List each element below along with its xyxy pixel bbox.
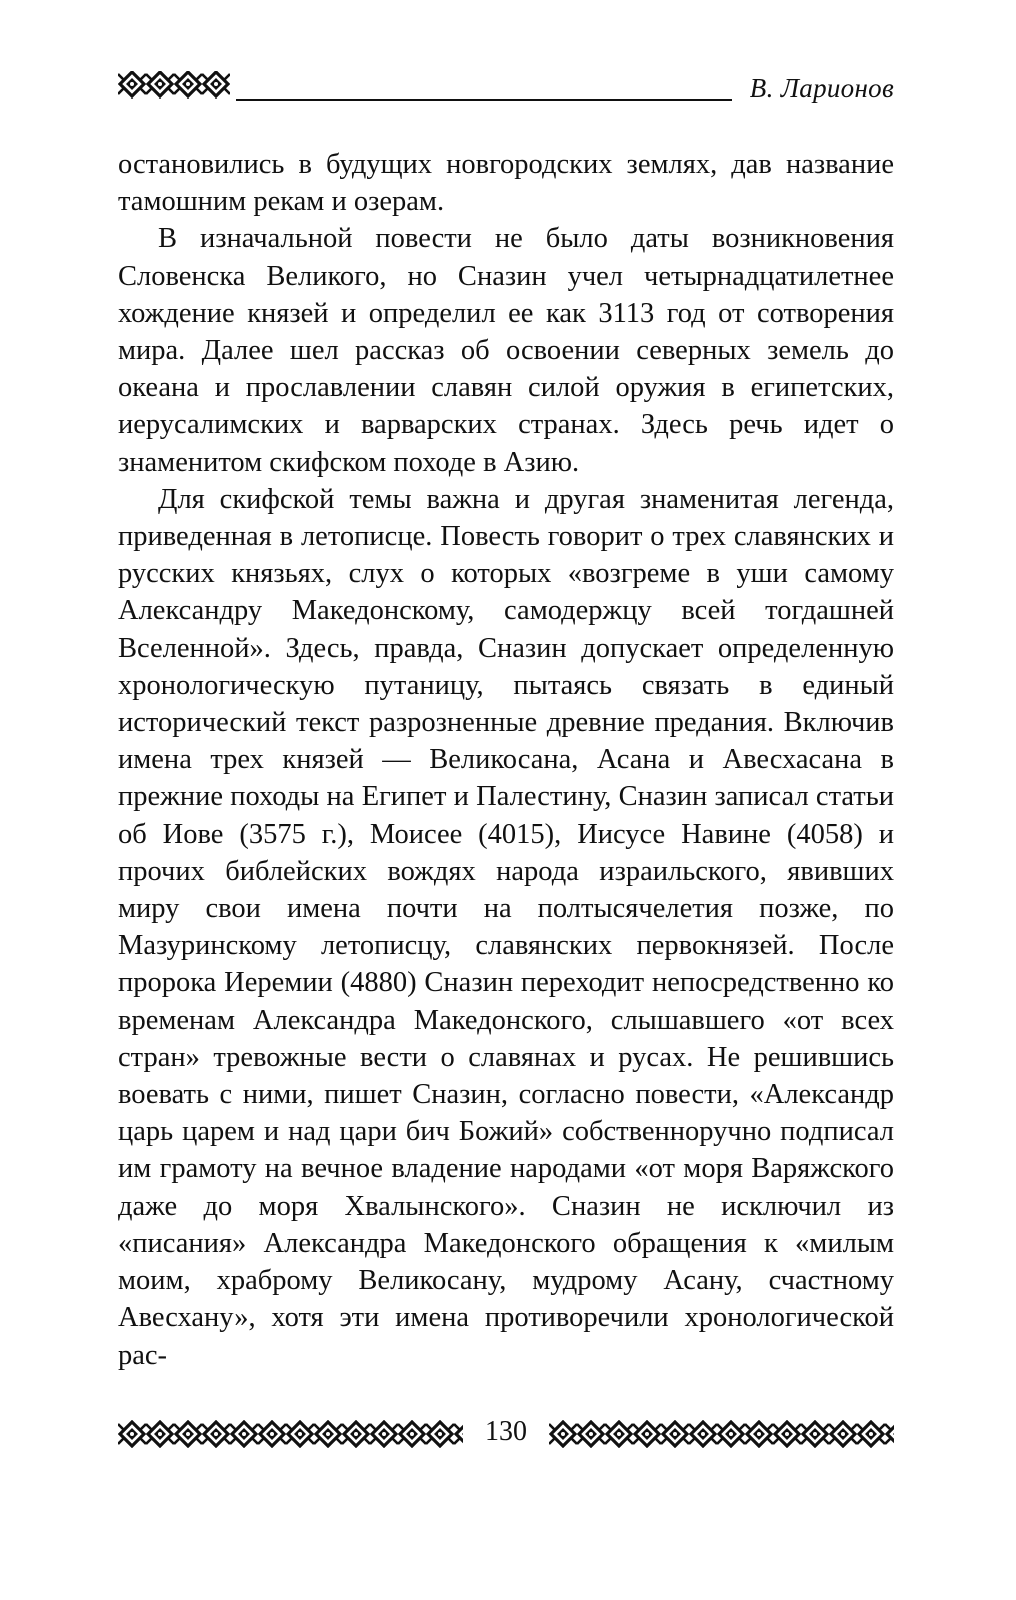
paragraph: В изначальной повести не было даты возникновения Словенска Великого, но Сназин учел четырнадцатилетнее хождение князей и определил ее как 3113 год от сотворения мира. Далее шел рассказ об освоении северных земель до океана и прославлении славян силой оружия в египетских, иерусалимских и варварских странах. Здесь речь идет о знаменитом скифском походе в Азию. (118, 223, 894, 478)
paragraph: Для скифской темы важна и другая знаменитая легенда, приведенная в летописце. Повесть говорит о трех славянских и русских князьях, слух о которых «возгреме в уши самому Александру Македонскому, самодержцу всей тогдашней Вселенной». Здесь, правда, Сназин допускает определенную хронологическую путаницу, пытаясь связать в единый исторический текст разрозненные древние предания. Включив имена трех князей — Великосана, Асана и Авесхасана в прежние походы на Египет и Палестину, Сназин записал статьи об Иове (3575 г.), Моисее (4015), Иисусе Навине (4058) и прочих библейских вождях народа израильского, явивших миру свои имена почти на полтысячелетия позже, по Мазуринскому летописцу, славянских первокнязей. После пророка Иеремии (4880) Сназин переходит непосредственно ко временам Александра Македонского, слышавшего «от всех стран» тревожные вести о славянах и русах. Не решившись воевать с ними, пишет Сназин, согласно повести, «Александр царь царем и над цари бич Божий» собственноручно подписал им грамоту на вечное владение народами «от моря Варяжского даже до моря Хвалынского». Сназин не исключил из «писания» Александра Македонского обращения к «милым моим, храброму Великосану, мудрому Асану, счастному Авесхану», хотя эти имена противоречили хронологической рас- (118, 483, 894, 1371)
header-rule (236, 99, 732, 101)
page-number: 130 (485, 1416, 527, 1447)
running-header (118, 68, 894, 108)
running-header-author: В. Ларионов (749, 73, 894, 103)
body-text (118, 146, 894, 1374)
knot-ornament-icon (118, 70, 230, 100)
paragraph: остановились в будущих новгородских землях, дав название тамошним рекам и озерам. (118, 149, 894, 218)
knot-ornament-icon (549, 1420, 894, 1448)
page-footer (118, 1416, 894, 1456)
